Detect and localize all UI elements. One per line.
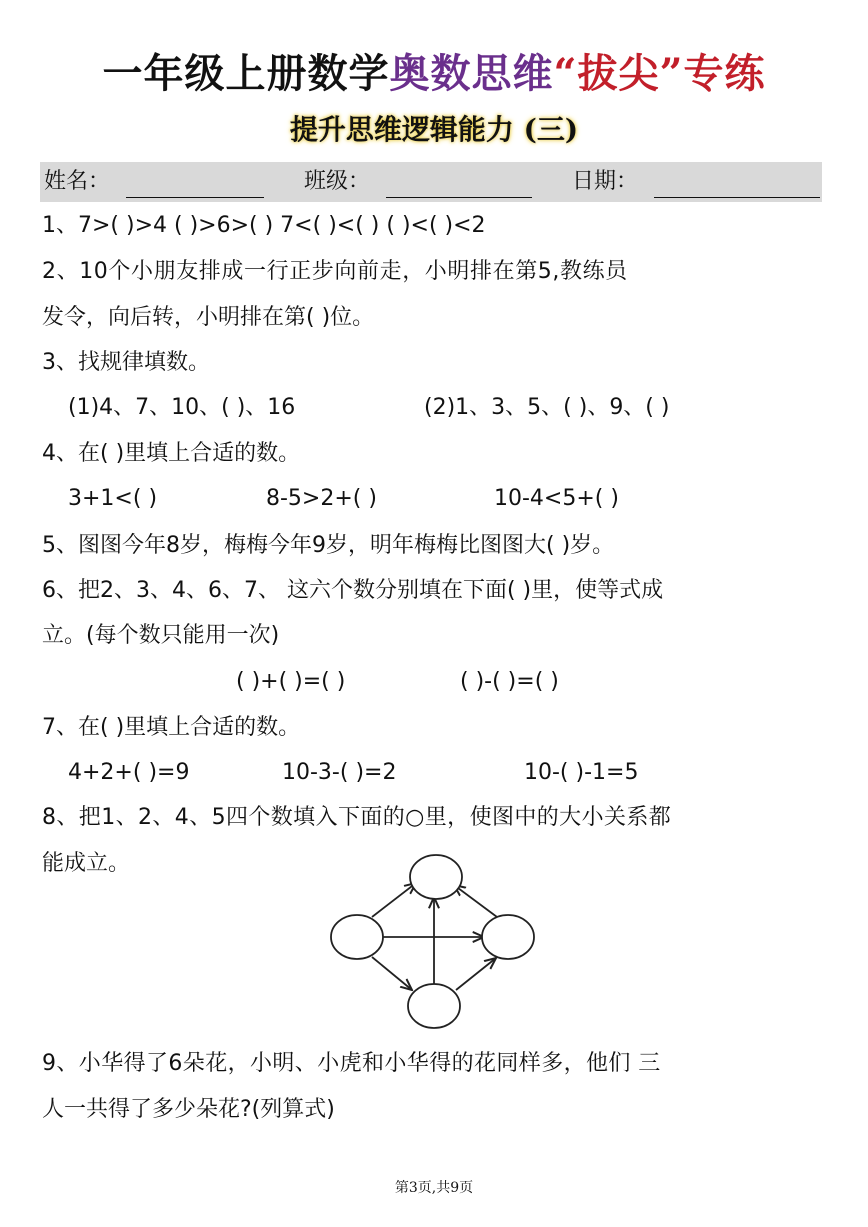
question-8-line-2: 能成立。: [42, 851, 131, 876]
title-part-2: 奥数思维: [389, 50, 554, 97]
arrow-right-to-top: [454, 885, 497, 917]
question-5: 5、图图今年8岁，梅梅今年9岁，明年梅梅比图图大( )岁。: [42, 533, 615, 558]
circle-top[interactable]: [410, 855, 462, 899]
question-6-equation-1: ( )+( )=( ): [236, 669, 346, 694]
circle-bottom[interactable]: [408, 984, 460, 1028]
question-9-line-1: 9、小华得了6朵花，小明、小虎和小华得的花同样多，他们 三: [42, 1051, 661, 1076]
question-7-part-2: 10-3-( )=2: [282, 760, 397, 785]
arrow-left-to-top: [372, 883, 416, 917]
question-4: 4、在( )里填上合适的数。: [42, 441, 301, 466]
question-3-part-2: (2)1、3、5、( )、9、( ): [424, 395, 670, 420]
question-4-part-2: 8-5>2+( ): [266, 486, 377, 511]
question-4-part-3: 10-4<5+( ): [494, 486, 619, 511]
question-3: 3、找规律填数。: [42, 350, 210, 375]
question-9-line-2: 人一共得了多少朵花?(列算式): [42, 1097, 335, 1122]
name-label: 姓名：: [44, 169, 111, 194]
title-part-3: “拔尖”专练: [553, 50, 766, 97]
page-number: 第3页,共9页: [394, 1180, 474, 1196]
arrow-left-to-bottom: [372, 957, 412, 990]
title-part-1: 一年级上册数学: [102, 50, 390, 97]
circle-right[interactable]: [482, 915, 534, 959]
question-6-line-2: 立。(每个数只能用一次): [42, 623, 280, 648]
question-7: 7、在( )里填上合适的数。: [42, 715, 301, 740]
question-1: 1、7>( )>4 ( )>6>( ) 7<( )<( ) ( )<( )<2: [42, 213, 486, 238]
class-label: 班级：: [304, 169, 371, 194]
subtitle: 提升思维逻辑能力 (三): [289, 113, 579, 146]
question-7-part-1: 4+2+( )=9: [68, 760, 190, 785]
question-6-line-1: 6、把2、3、4、6、7、 这六个数分别填在下面( )里，使等式成: [42, 578, 664, 603]
question-3-part-1: (1)4、7、10、( )、16: [68, 395, 296, 420]
circle-left[interactable]: [331, 915, 383, 959]
question-2-line-1: 2、10个小朋友排成一行正步向前走，小明排在第5,教练员: [42, 259, 628, 284]
question-4-part-1: 3+1<( ): [68, 486, 158, 511]
question-8-line-1: 8、把1、2、4、5四个数填入下面的○里，使图中的大小关系都: [42, 805, 672, 830]
date-label: 日期：: [572, 169, 639, 194]
question-7-part-3: 10-( )-1=5: [524, 760, 639, 785]
question-6-equation-2: ( )-( )=( ): [460, 669, 559, 694]
question-2-line-2: 发令，向后转，小明排在第( )位。: [42, 305, 375, 330]
arrow-bottom-to-right: [456, 958, 496, 990]
